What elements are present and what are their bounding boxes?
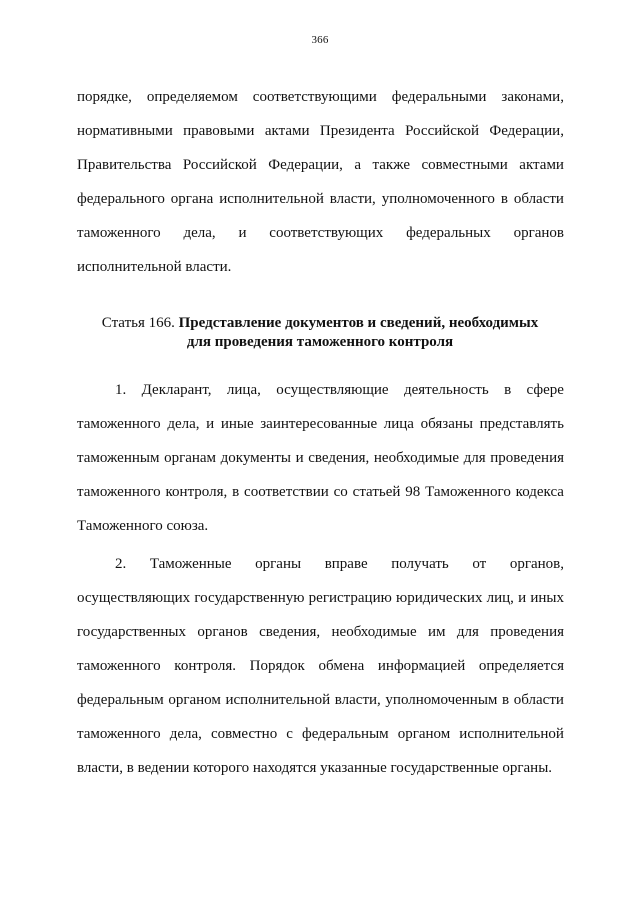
word: в [500,191,508,207]
word: уполномоченного [381,191,495,207]
word: лица, [226,382,261,398]
text-line: власти, в ведении которого находятся указанные государственные органы. [77,760,553,776]
word: информацией [377,658,466,674]
word: осуществляющих [77,590,191,606]
word: власти, [329,191,376,207]
word: Президента [319,123,395,139]
word: федеральным [301,726,389,742]
text-line [77,689,564,711]
word: нормативными [77,123,173,139]
text-line [77,655,564,677]
word: иные [220,416,254,432]
text-line [77,188,564,210]
word: дела, [167,416,200,432]
word: дела, [183,225,216,241]
word: области [513,692,564,708]
word: контроля, [165,484,228,500]
text-line [77,379,564,401]
word: федеральных [406,225,491,241]
word: актами [264,123,310,139]
word: определяемом [146,89,238,105]
word: осуществляющие [276,382,389,398]
word: законами, [501,89,564,105]
word: проведения [490,624,564,640]
word: соответствующих [269,225,384,241]
word: представлять [479,416,564,432]
word: деятельность [403,382,489,398]
text-line [77,587,564,609]
word: статьей [352,484,401,500]
word: 2. [115,556,127,572]
word: органов [197,624,248,640]
word: органов, [509,556,564,572]
text-line [77,621,564,643]
word: 1. [115,382,127,398]
word: совместными [421,157,508,173]
word: таможенного [77,658,161,674]
word: и [295,450,304,466]
word: документы [220,450,291,466]
word: и [518,590,527,606]
word: Таможенные [149,556,232,572]
article-title-line2: для проведения таможенного контроля [186,334,454,350]
word: Порядок [249,658,305,674]
word: таможенного [77,726,161,742]
word: таможенного [77,484,161,500]
word: сведения, [308,450,370,466]
word: иных [530,590,564,606]
word: области [513,191,564,207]
word: уполномоченным [385,692,498,708]
word: им [428,624,446,640]
word: и [206,416,215,432]
word: для [463,450,486,466]
word: государственных [77,624,186,640]
text-line [77,120,564,142]
word: федерального [77,191,165,207]
word: контроля. [174,658,237,674]
word: порядке, [77,89,132,105]
text-line [77,481,564,503]
word: органам [164,450,217,466]
word: органов [513,225,564,241]
word: необходимые [373,450,460,466]
word: соответствии [244,484,329,500]
word: для [456,624,479,640]
text-line [77,413,564,435]
word: обмена [318,658,365,674]
word: также [372,157,410,173]
word: Правительства [77,157,172,173]
word: а [354,157,362,173]
word: Российской [405,123,479,139]
word: органы [255,556,302,572]
word: таможенного [77,416,161,432]
word: кодекса [515,484,564,500]
word: федеральными [391,89,487,105]
word: от [472,556,487,572]
word: в [504,382,512,398]
text-line [77,222,564,244]
article-heading-cont [0,331,640,353]
word: получать [391,556,449,572]
word: с [286,726,293,742]
word: соответствующими [252,89,377,105]
text-line [77,723,564,745]
word: определяется [478,658,564,674]
word: Федерации, [268,157,343,173]
word: государственную [194,590,305,606]
word: власти, [334,692,381,708]
text-line [77,154,564,176]
text-line [77,86,564,108]
text-line [77,553,564,575]
word: Таможенного [425,484,511,500]
word: заинтересованные [260,416,378,432]
word: органом [168,692,221,708]
word: вправе [324,556,368,572]
word: сфере [526,382,564,398]
word: совместно [210,726,278,742]
word: необходимые [331,624,417,640]
page-number: 366 [311,34,329,46]
word: проведения [490,450,564,466]
word: правовыми [183,123,255,139]
word: регистрацию [308,590,392,606]
word: органа [170,191,214,207]
word: лиц, [486,590,514,606]
word: Федерации, [489,123,564,139]
word: таможенным [77,450,160,466]
word: дела, [169,726,202,742]
word: исполнительной [219,191,324,207]
word: Российской [182,157,257,173]
text-line: исполнительной власти. [77,259,232,275]
text-line [77,447,564,469]
word: юридических [396,590,483,606]
word: органом [397,726,451,742]
word: 98 [405,484,421,500]
word: таможенного [77,225,161,241]
word: со [333,484,348,500]
article-title-line1: Представление документов и сведений, необходимых [178,315,539,331]
article-label: Статья 166. [101,315,175,331]
word: и [238,225,247,241]
word: актами [519,157,564,173]
word: в [232,484,240,500]
word: лица [383,416,414,432]
word: федеральным [77,692,164,708]
word: Декларант, [141,382,212,398]
text-line: Таможенного союза. [77,518,209,534]
word: сведения, [259,624,321,640]
word: исполнительной [225,692,331,708]
word: исполнительной [459,726,564,742]
word: в [502,692,510,708]
word: обязаны [420,416,473,432]
